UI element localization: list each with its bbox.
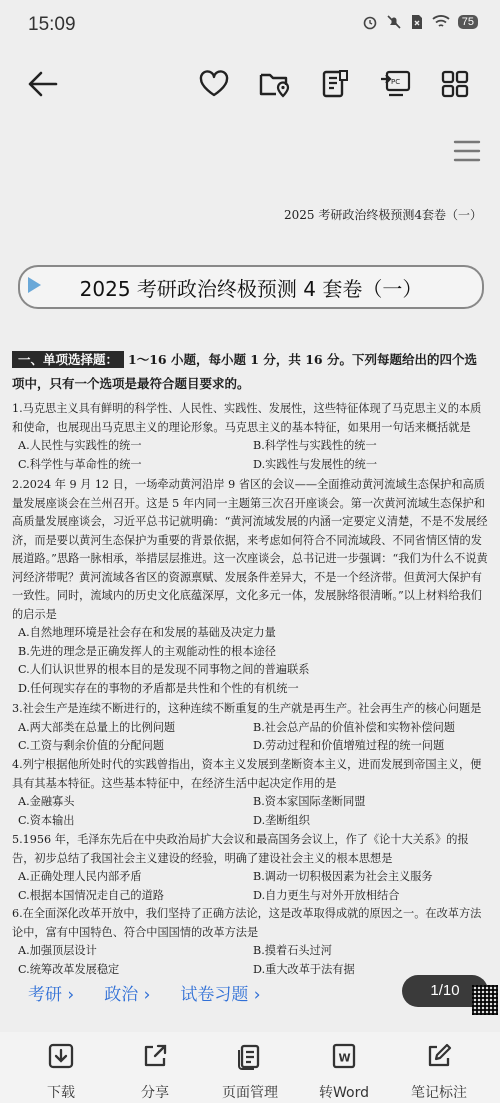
- status-time: 15:09: [28, 14, 76, 35]
- section-tag: 一、单项选择题：: [12, 351, 124, 368]
- hamburger-icon: [452, 138, 482, 164]
- qr-code-icon: [472, 985, 498, 1015]
- option-a: A.金融寡头: [18, 795, 75, 808]
- option-d: D.劳动过程和价值增殖过程的统一问题: [253, 739, 445, 752]
- option-b: B.科学性与实践性的统一: [253, 439, 377, 452]
- wifi-icon: [432, 14, 450, 30]
- option-c: C.统筹改革发展稳定: [18, 962, 120, 976]
- convert-word-button[interactable]: [299, 1042, 389, 1102]
- annotate-label: 笔记标注: [411, 1085, 467, 1101]
- document-page[interactable]: [0, 190, 500, 990]
- favorite-button[interactable]: [197, 67, 231, 101]
- document-title: 2025 考研政治终极预测 4 套卷（一）: [79, 277, 423, 301]
- back-arrow-icon: [28, 71, 58, 97]
- option-c: C.科学性与革命性的统一: [18, 457, 142, 471]
- download-label: 下载: [47, 1085, 75, 1101]
- word-icon: [330, 1042, 358, 1070]
- link-exam-papers[interactable]: 试卷习题 ›: [180, 985, 261, 1005]
- share-icon: [141, 1042, 169, 1070]
- share-label: 分享: [141, 1085, 169, 1101]
- folder-location-icon: [259, 70, 291, 98]
- question-stem: 3.社会生产是连续不断进行的，这种连续不断重复的生产就是再生产。社会再生产的核心问题是: [12, 702, 482, 715]
- back-button[interactable]: [26, 67, 60, 101]
- option-c: C.资本输出: [18, 813, 75, 827]
- menu-button[interactable]: [452, 138, 482, 168]
- category-links: [28, 980, 291, 1005]
- title-banner: [18, 265, 484, 309]
- question-2: [12, 476, 488, 698]
- option-a: A.加强顶层设计: [18, 944, 97, 957]
- option-c: C.根据本国情况走自己的道路: [18, 888, 164, 902]
- link-kaoyan[interactable]: 考研 ›: [28, 985, 75, 1005]
- convert-word-label: 转Word: [319, 1085, 369, 1101]
- status-bar: [0, 0, 500, 52]
- question-stem: 6.在全面深化改革开放中，我们坚持了正确方法论，这是改革取得成就的原因之一。在改革方法论中，富有中国特色、符合中国国情的改革方法是: [12, 907, 482, 939]
- link-politics[interactable]: 政治 ›: [104, 985, 151, 1005]
- option-a: A.两大部类在总量上的比例问题: [18, 720, 176, 734]
- cast-pc-icon: [379, 69, 411, 99]
- option-b: B.先进的理念是正确发挥人的主观能动性的根本途径: [18, 644, 276, 658]
- share-button[interactable]: [110, 1042, 200, 1102]
- question-stem: 2.2024 年 9 月 12 日，一场牵动黄河沿岸 9 省区的会议——全面推动黄河流域生态保护和高质量发展座谈会在兰州召开。这是 5 年内同一主题第三次召开座谈会。第一次黄河流域生态保护和高质量发展座谈会，习近平总书记就明确：“黄河流域发展的内涵一定要定义清楚，不是不发展经济，而是要以黄河生态保护为重要的背景依据，来考虑如何符合不同流域段、不同省情区情的发展道路。”思路一脉相承，举措层层推进。这一次座谈会，总书记进一步强调：“我们为什么不说黄河经济带呢？黄河流域各省区的资源禀赋、发展条件差异大，不是一个经济带。但黄河大保护有一致性。同时，流域内的历史文化底蕴深厚，文化多元一体，发展脉络很清晰。”以上材料给我们的启示是: [12, 478, 488, 621]
- option-a: A.人民性与实践性的统一: [18, 439, 142, 452]
- svg-text:PC: PC: [391, 78, 401, 86]
- option-b: B.资本家国际垄断同盟: [253, 795, 366, 808]
- document-button[interactable]: [318, 67, 352, 101]
- apps-button[interactable]: [438, 67, 472, 101]
- option-b: B.社会总产品的价值补偿和实物补偿问题: [253, 720, 455, 734]
- option-a: A.自然地理环境是社会存在和发展的基础及决定力量: [18, 626, 276, 639]
- question-4: [12, 756, 488, 830]
- question-stem: 4.列宁根据他所处时代的实践曾指出，资本主义发展到垄断资本主义，进而发展到帝国主义，便具有其基本特征。这些基本特征中，在经济生活中起决定作用的是: [12, 758, 482, 790]
- option-d: D.重大改革于法有据: [253, 962, 355, 976]
- question-stem: 5.1956 年，毛泽东先后在中央政治局扩大会议和最高国务会议上，作了《论十大关系》的报告，初步总结了我国社会主义建设的经验，明确了建设社会主义的根本思想是: [12, 833, 469, 865]
- option-c: C.人们认识世界的根本目的是发现不同事物之间的普遍联系: [18, 663, 310, 676]
- page-manage-label: 页面管理: [222, 1085, 278, 1101]
- option-c: C.工资与剩余价值的分配问题: [18, 739, 164, 752]
- section-heading: [12, 348, 488, 396]
- top-toolbar: [0, 55, 500, 115]
- question-3: [12, 700, 488, 756]
- option-d: D.自力更生与对外开放相结合: [253, 888, 400, 902]
- option-b: B.摸着石头过河: [253, 944, 332, 957]
- document-header: 2025 考研政治终极预测4套卷（一）: [284, 208, 482, 222]
- page-manage-icon: [236, 1042, 264, 1070]
- save-to-folder-button[interactable]: [258, 67, 292, 101]
- option-b: B.调动一切积极因素为社会主义服务: [253, 870, 433, 883]
- download-icon: [47, 1042, 75, 1070]
- question-1: [12, 400, 488, 474]
- cast-to-pc-button[interactable]: [378, 67, 412, 101]
- page-indicator[interactable]: 1/10: [402, 975, 488, 1007]
- page-manage-button[interactable]: [205, 1042, 295, 1102]
- annotate-button[interactable]: [394, 1042, 484, 1102]
- alarm-icon: [362, 14, 378, 30]
- question-stem: 1.马克思主义具有鲜明的科学性、人民性、实践性、发展性，这些特征体现了马克思主义的本质和使命，也展现出马克思主义的理论形象。马克思主义的基本特征，如果用一句话来概括就是: [12, 402, 482, 434]
- bottom-action-bar: [0, 1032, 500, 1103]
- option-a: A.正确处理人民内部矛盾: [18, 870, 142, 883]
- option-d: D.垄断组织: [253, 813, 310, 827]
- pencil-note-icon: [425, 1042, 453, 1070]
- section-instruction: 1～16 小题，每小题 1 分，共 16 分。下列每题给出的四个选项中，只有一个选项是最符合题目要求的。: [12, 352, 477, 391]
- status-icons: [362, 14, 478, 30]
- battery-indicator: 75: [458, 15, 478, 29]
- option-d: D.实践性与发展性的统一: [253, 457, 378, 471]
- question-5: [12, 831, 488, 905]
- document-icon: [321, 69, 349, 99]
- question-6: [12, 905, 488, 979]
- svg-text:W: W: [338, 1051, 351, 1065]
- no-sim-icon: [410, 14, 424, 30]
- option-d: D.任何现实存在的事物的矛盾都是共性和个性的有机统一: [18, 681, 299, 695]
- grid-icon: [441, 70, 469, 98]
- mute-icon: [386, 14, 402, 30]
- download-button[interactable]: [16, 1042, 106, 1102]
- heart-icon: [199, 70, 229, 98]
